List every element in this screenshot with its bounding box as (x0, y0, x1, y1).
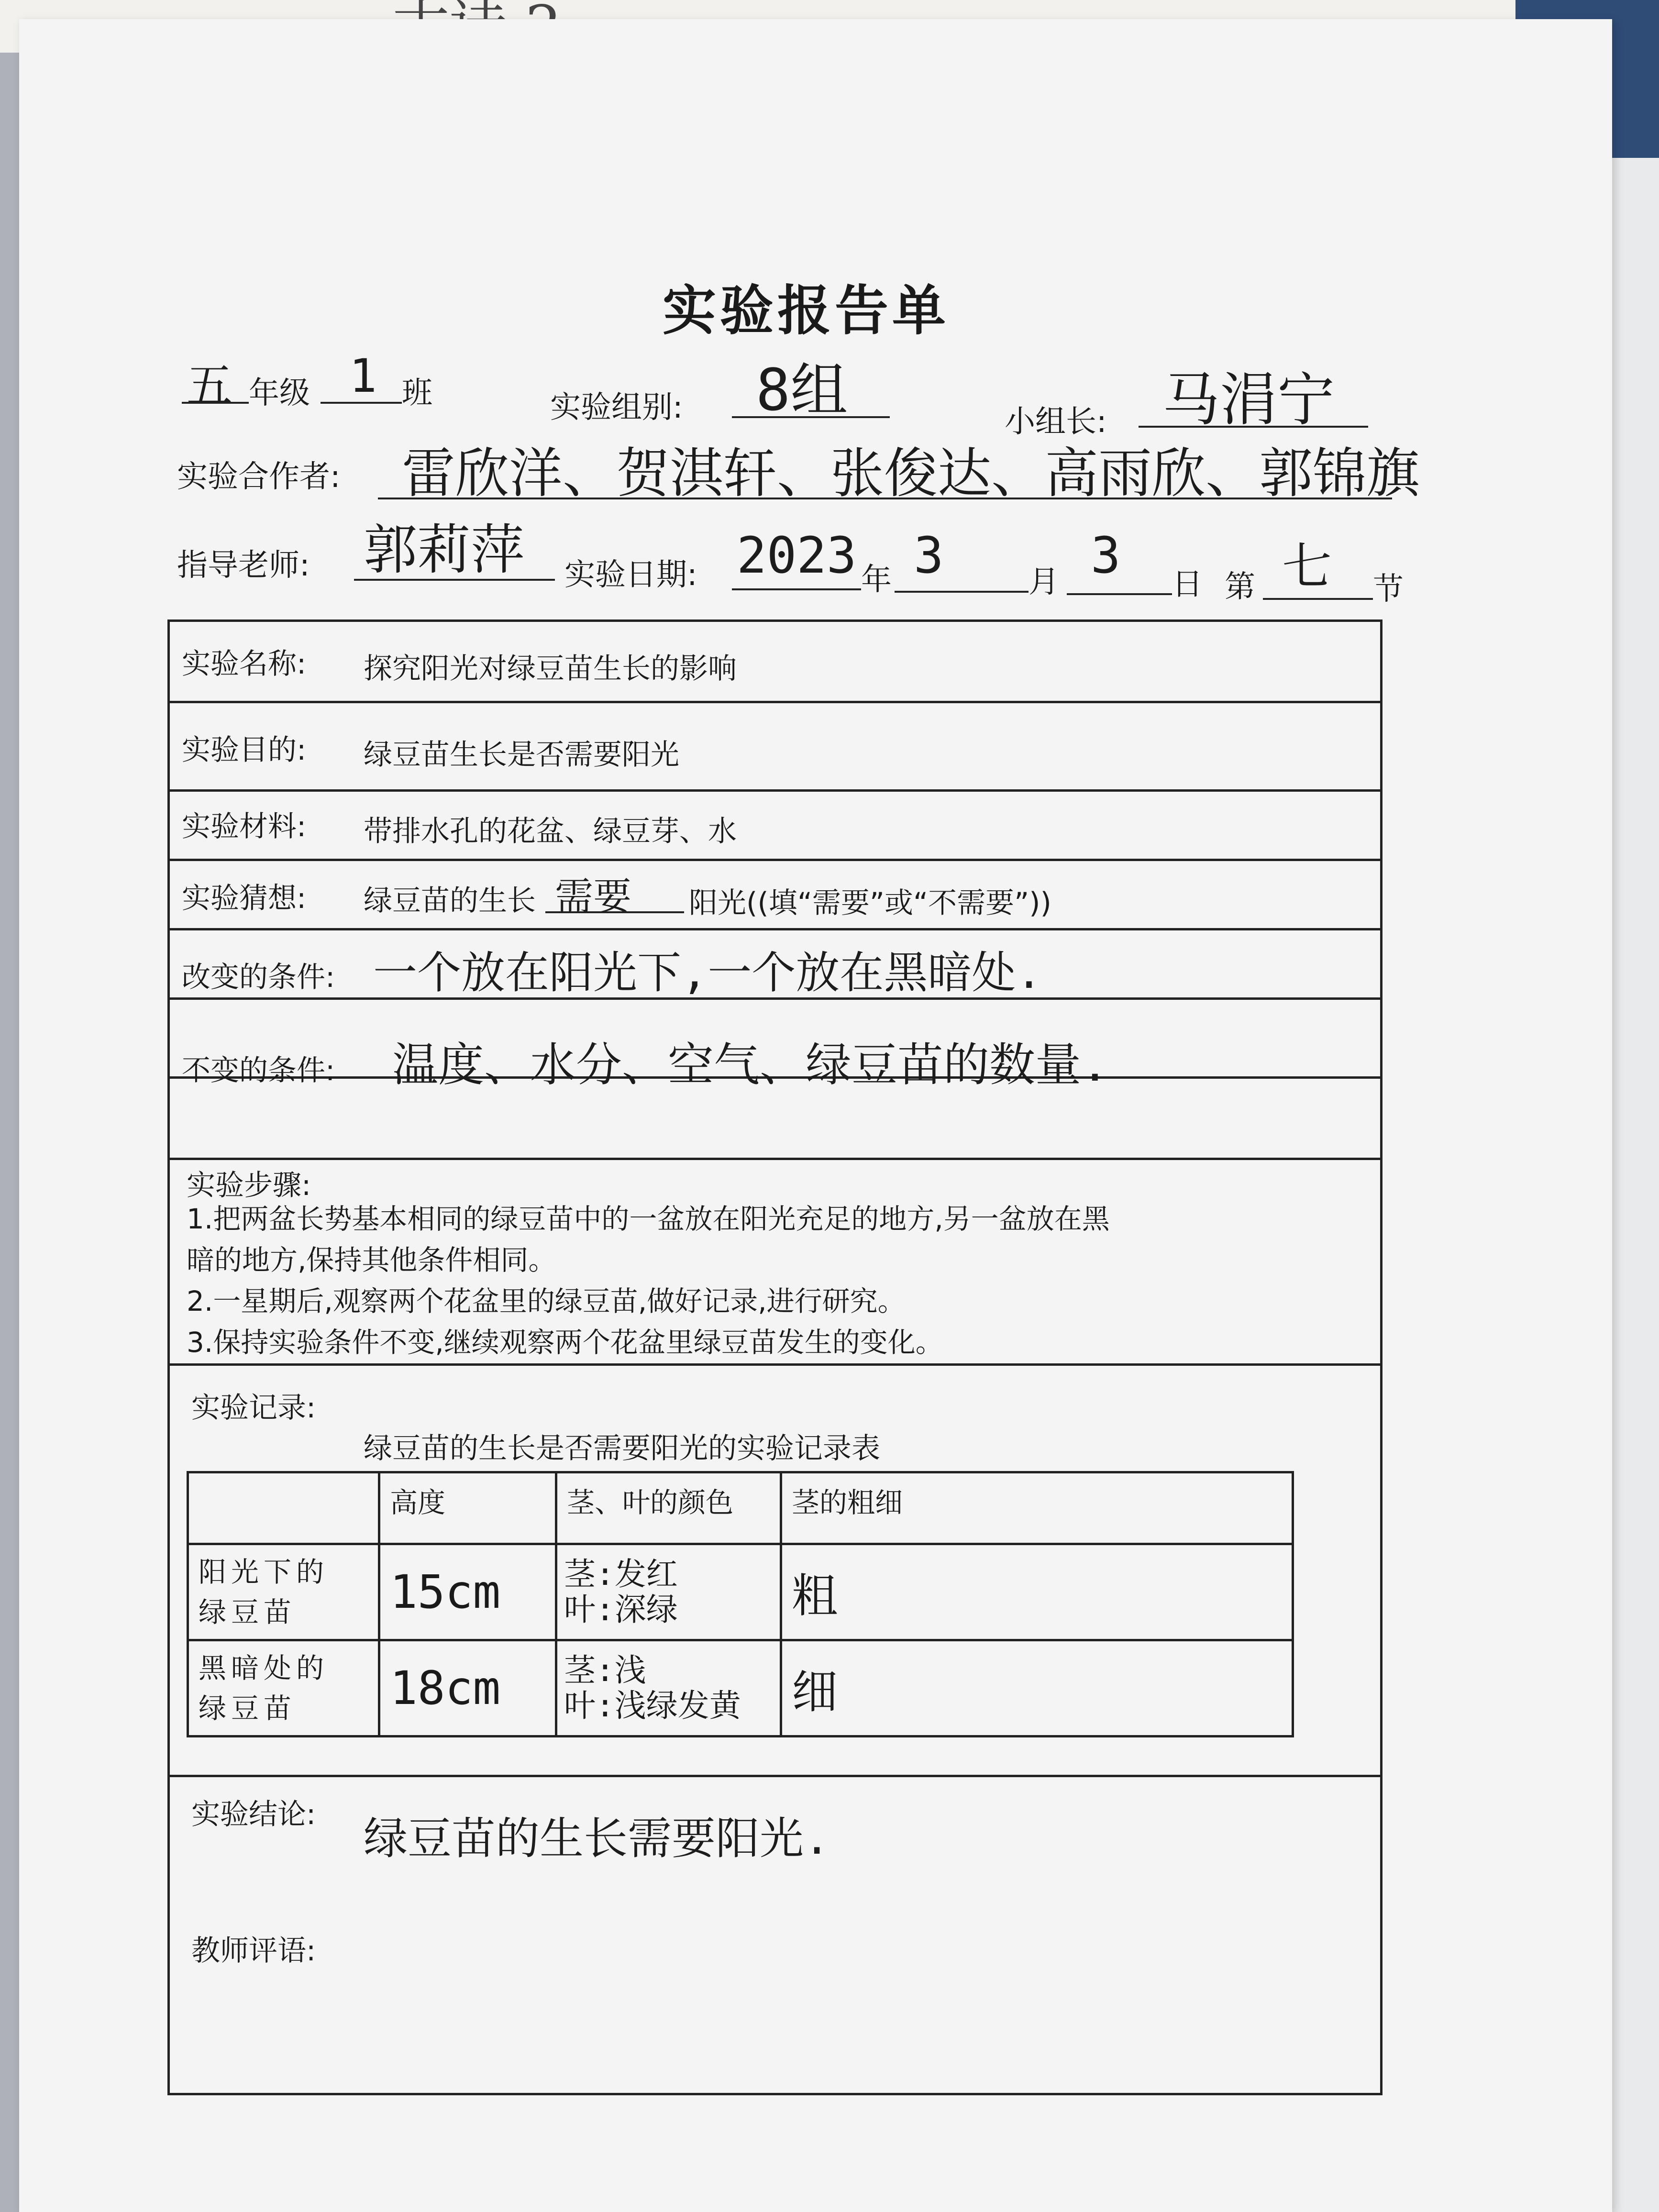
table-header-cell: 茎的粗细 (781, 1472, 1293, 1544)
class-underline (321, 402, 402, 404)
row-head-line: 绿豆苗 (199, 1596, 297, 1628)
partners-label: 实验合作者: (177, 459, 341, 495)
thickness-cell: 粗 (781, 1544, 1293, 1640)
table-header-row (188, 1472, 1293, 1544)
guess-value: 需要 (555, 874, 631, 919)
row-divider (167, 1363, 1382, 1366)
record-label: 实验记录: (191, 1391, 316, 1425)
teacher-label: 指导老师: (177, 548, 310, 583)
color-line: 叶:浅绿发黄 (564, 1687, 741, 1724)
period-underline (1263, 598, 1373, 600)
color-line: 叶:深绿 (564, 1591, 678, 1628)
grade-value: 五 (187, 359, 232, 412)
name-label: 实验名称: (182, 647, 307, 681)
materials-value: 带排水孔的花盆、绿豆芽、水 (364, 815, 737, 848)
steps-list (187, 1198, 1110, 1363)
changed-label: 改变的条件: (182, 961, 335, 994)
partners-underline (378, 498, 1392, 499)
steps-label: 实验步骤: (187, 1169, 311, 1202)
table-header-cell: 茎、叶的颜色 (556, 1472, 781, 1544)
conclusion-value: 绿豆苗的生长需要阳光. (364, 1813, 830, 1864)
color-cell (556, 1544, 781, 1640)
guess-suffix: 阳光((填“需要”或“不需要”)) (689, 886, 1051, 920)
day-label: 日 (1172, 567, 1203, 602)
thickness-cell: 细 (781, 1640, 1293, 1736)
teacher-underline (354, 579, 555, 581)
conclusion-label: 实验结论: (191, 1798, 316, 1831)
leader-value: 马涓宁 (1162, 367, 1335, 433)
color-line: 茎:发红 (564, 1556, 678, 1593)
row-divider (167, 859, 1382, 861)
table-row (188, 1640, 1293, 1736)
year-value: 2023 (737, 526, 857, 585)
day-value: 3 (1091, 526, 1121, 585)
row-head (188, 1544, 379, 1640)
changed-value: 一个放在阳光下,一个放在黑暗处. (373, 947, 1042, 998)
grade-label: 年级 (249, 376, 310, 411)
guess-label: 实验猜想: (182, 882, 307, 915)
partners-value: 雷欣洋、贺淇轩、张俊达、高雨欣、郭锦旗 (402, 442, 1420, 505)
color-line: 茎:浅 (564, 1652, 646, 1689)
group-underline (732, 416, 890, 418)
record-table (187, 1471, 1294, 1737)
row-divider (167, 928, 1382, 930)
table-header-cell: 高度 (379, 1472, 556, 1544)
unchanged-value: 温度、水分、空气、绿豆苗的数量. (392, 1038, 1109, 1092)
teacher-value: 郭莉萍 (364, 519, 524, 581)
row-head (188, 1640, 379, 1736)
leader-label: 小组长: (1005, 404, 1107, 440)
period-value: 七 (1282, 537, 1332, 596)
materials-label: 实验材料: (182, 810, 307, 843)
row-head-line: 绿豆苗 (199, 1692, 297, 1725)
step-line: 2.一星期后,观察两个花盆里的绿豆苗,做好记录,进行研究。 (187, 1285, 906, 1317)
row-divider (167, 1775, 1382, 1777)
date-label: 实验日期: (564, 557, 697, 593)
step-line: 暗的地方,保持其他条件相同。 (187, 1244, 556, 1276)
day-underline (1067, 593, 1172, 595)
step-line: 1.把两盆长势基本相同的绿豆苗中的一盆放在阳光充足的地方,另一盆放在黑 (187, 1203, 1110, 1235)
color-cell (556, 1640, 781, 1736)
year-underline (732, 588, 861, 590)
report-sheet (19, 19, 1612, 2212)
row-head-line: 黑暗处的 (199, 1652, 329, 1684)
row-divider (167, 1158, 1382, 1160)
period-label: 节 (1373, 572, 1404, 607)
height-cell: 15cm (379, 1544, 556, 1640)
group-label: 实验组别: (550, 390, 683, 425)
comment-label: 教师评语: (191, 1934, 316, 1968)
month-value: 3 (914, 526, 944, 585)
leader-underline (1139, 426, 1368, 428)
purpose-value: 绿豆苗生长是否需要阳光 (364, 738, 679, 772)
guess-underline (545, 911, 684, 913)
class-value: 1 (349, 349, 377, 403)
grade-underline (182, 402, 249, 404)
record-table-title: 绿豆苗的生长是否需要阳光的实验记录表 (364, 1432, 880, 1465)
page-title: 实验报告单 (663, 280, 950, 342)
height-cell: 18cm (379, 1640, 556, 1736)
class-label: 班 (402, 376, 432, 411)
guess-prefix: 绿豆苗的生长 (364, 884, 536, 918)
row-divider (167, 701, 1382, 703)
period-prefix: 第 (1225, 569, 1255, 605)
name-value: 探究阳光对绿豆苗生长的影响 (364, 652, 737, 686)
row-head-line: 阳光下的 (199, 1556, 329, 1588)
month-label: 月 (1029, 564, 1059, 600)
purpose-label: 实验目的: (182, 733, 307, 767)
row-divider (167, 789, 1382, 792)
step-line: 3.保持实验条件不变,继续观察两个花盆里绿豆苗发生的变化。 (187, 1326, 943, 1359)
year-label: 年 (861, 562, 892, 597)
month-underline (895, 591, 1029, 593)
table-row (188, 1544, 1293, 1640)
unchanged-label: 不变的条件: (182, 1054, 335, 1087)
table-header-cell (188, 1472, 379, 1544)
group-value: 8组 (756, 357, 848, 424)
